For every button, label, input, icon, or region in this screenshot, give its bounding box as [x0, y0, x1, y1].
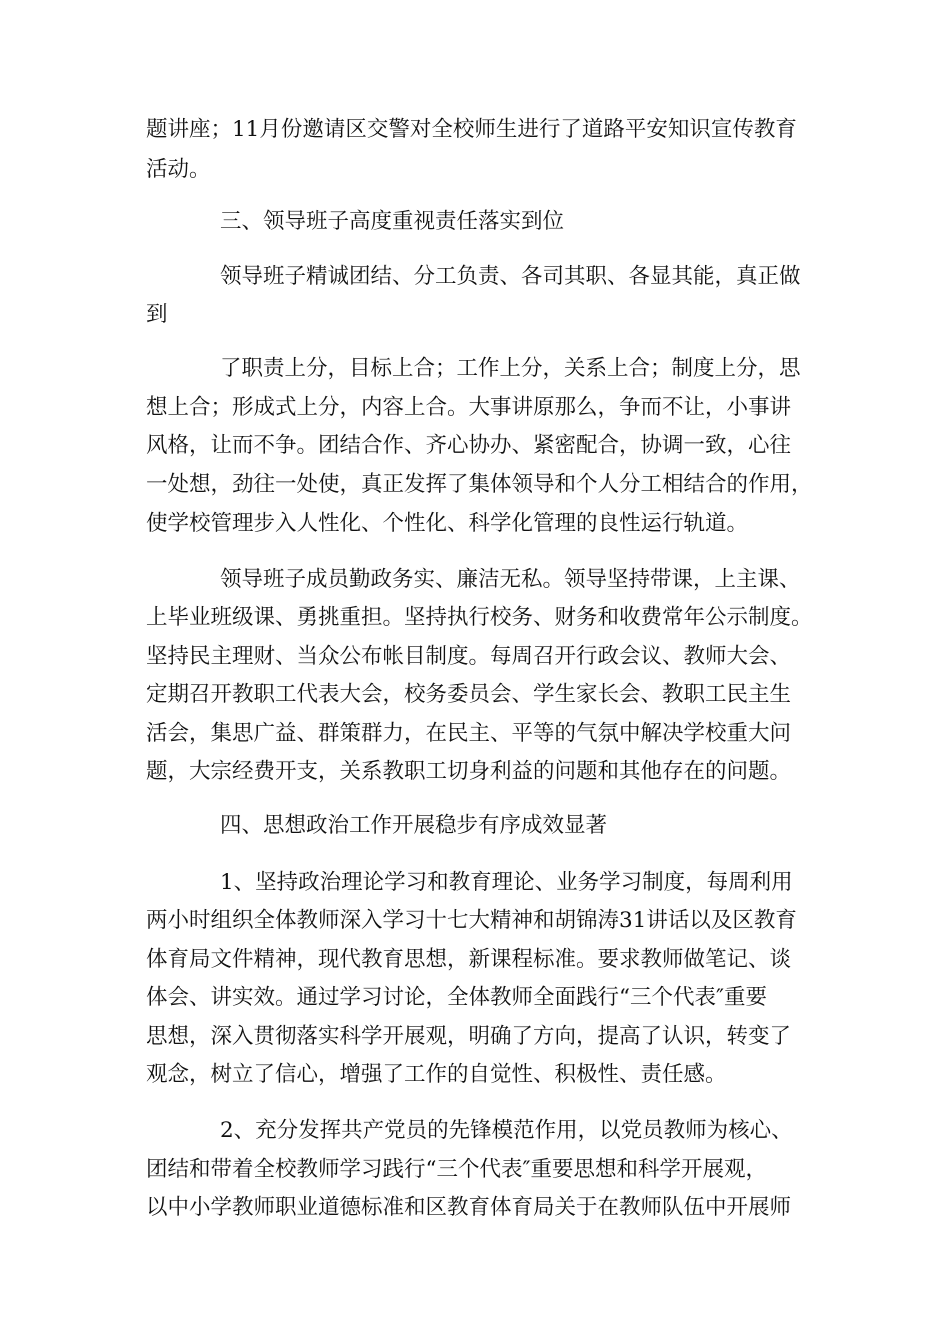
- text-line: 题，大宗经费开支，关系教职工切身利益的问题和其他存在的问题。: [146, 759, 792, 784]
- text-line: 思想，深入贯彻落实科学开展观，明确了方向，提高了认识，转变了: [146, 1024, 792, 1049]
- text-line: 使学校管理步入人性化、个性化、科学化管理的良性运行轨道。: [146, 511, 749, 536]
- text-line: 领导班子成员勤政务实、廉洁无私。领导坚持带课，上主课、: [220, 567, 801, 592]
- text-line: 风格，让而不争。团结合作、齐心协办、紧密配合，协调一致，心往: [146, 433, 792, 458]
- text-line: 2、充分发挥共产党员的先锋模范作用，以党员教师为核心、: [220, 1118, 793, 1143]
- text-line: 上毕业班级课、勇挑重担。坚持执行校务、财务和收费常年公示制度。: [146, 605, 813, 630]
- text-line: 领导班子精诚团结、分工负责、各司其职、各显其能，真正做: [220, 264, 801, 289]
- text-line: 题讲座；11月份邀请区交警对全校师生进行了道路平安知识宣传教育: [146, 117, 797, 142]
- text-line: 一处想，劲往一处使，真正发挥了集体领导和个人分工相结合的作用，: [146, 472, 813, 497]
- text-line: 活会，集思广益、群策群力，在民主、平等的气氛中解决学校重大问: [146, 721, 792, 746]
- text-line: 以中小学教师职业道德标准和区教育体育局关于在教师队伍中开展师: [146, 1195, 792, 1220]
- text-line: 两小时组织全体教师深入学习十七大精神和胡锦涛31讲话以及区教育: [146, 908, 797, 933]
- section-heading: 四、思想政治工作开展稳步有序成效显著: [220, 813, 608, 838]
- text-line: 定期召开教职工代表大会，校务委员会、学生家长会、教职工民主生: [146, 682, 792, 707]
- text-line: 坚持民主理财、当众公布帐目制度。每周召开行政会议、教师大会、: [146, 644, 792, 669]
- text-line: 1、坚持政治理论学习和教育理论、业务学习制度，每周利用: [220, 870, 793, 895]
- section-heading: 三、领导班子高度重视责任落实到位: [220, 209, 565, 234]
- text-line: 活动。: [146, 157, 211, 182]
- text-line: 体会、讲实效。通过学习讨论，全体教师全面践行“三个代表″重要: [146, 985, 768, 1010]
- text-line: 团结和带着全校教师学习践行“三个代表″重要思想和科学开展观，: [146, 1157, 768, 1182]
- text-line: 了职责上分，目标上合；工作上分，关系上合；制度上分，思: [220, 356, 801, 381]
- text-line: 观念，树立了信心，增强了工作的自觉性、积极性、责任感。: [146, 1062, 727, 1087]
- text-line: 到: [146, 302, 168, 327]
- text-line: 想上合；形成式上分，内容上合。大事讲原那么，争而不让，小事讲: [146, 395, 792, 420]
- text-line: 体育局文件精神，现代教育思想，新课程标准。要求教师做笔记、谈: [146, 947, 792, 972]
